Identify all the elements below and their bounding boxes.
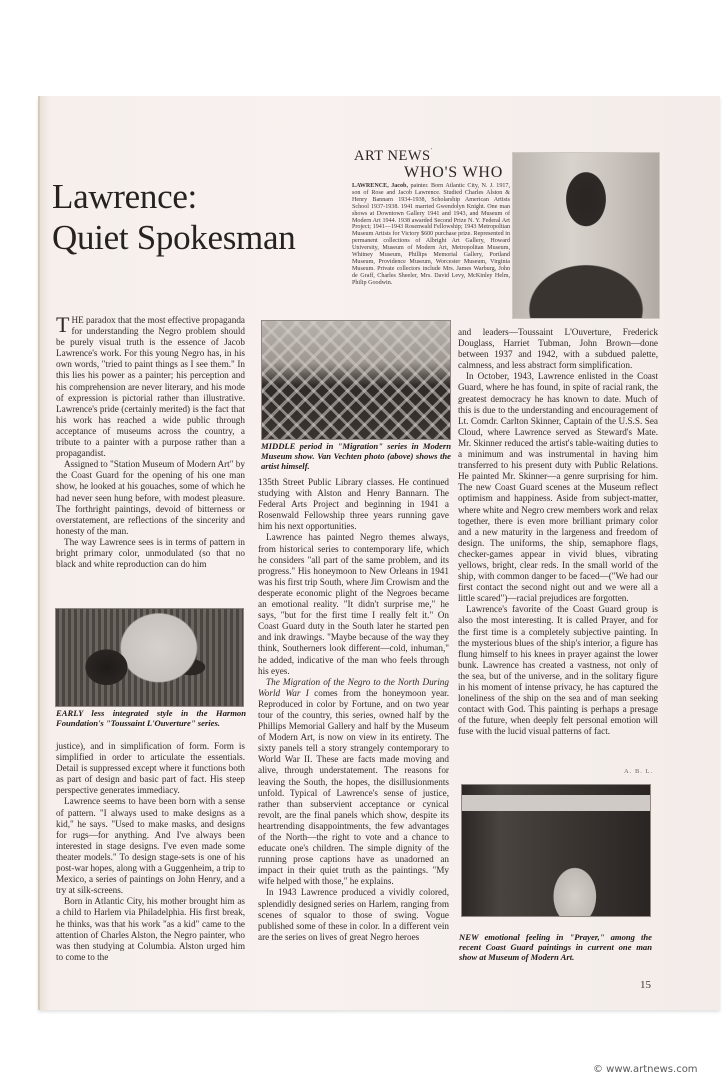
caption-prayer: NEW emotional feeling in "Prayer," among the recent Coast Guard paintings in current one man show at Museum of Modern Art. bbox=[459, 932, 652, 962]
caption-early: EARLY less integrated style in the Harmon Foundation's "Toussaint L'Ouverture" series. bbox=[56, 708, 246, 728]
toussaint-louverture-painting bbox=[55, 608, 244, 707]
paragraph: The way Lawrence sees is in terms of pattern in bright primary color, unmodulated (so that no black and white reproduction can do him bbox=[56, 536, 245, 570]
article-column-2 bbox=[258, 477, 449, 943]
paragraph: THE paradox that the most effective propaganda for understanding the Negro problem should be purely visual truth is the essence of Jacob Lawrence's work. For this young Negro has, in his own words, "tried to paint things as I see them." In this lies his power as a painter; his perception and his comprehension are never literary, and his mode of expression is pictorial rather than illustrative. Lawrence's pride (certainly merited) is the fact that his work has reached a wide public through acceptance of museums across the country, a tribute to a painter with a purpose rather than a propagandist. bbox=[56, 312, 245, 459]
prayer-painting bbox=[461, 784, 651, 917]
bio-name: LAWRENCE, Jacob, bbox=[352, 183, 408, 189]
author-initials: A. B. L. bbox=[624, 768, 654, 775]
paragraph: In October, 1943, Lawrence enlisted in the Coast Guard, where he has found, in spite of racial rank, the greatest democracy he has known to date. Much of this is due to the understanding and encouragement of Lt. Comdr. Carlton Skinner, Captain of the U.S.S. Sea Cloud, where Lawrence served as Steward's Mate. Mr. Skinner reduced the artist's table-waiting duties to a minimum and was instrumental in having him transferred to his present duty with Public Relations. He painted Mr. Skinner—a genre surprising for him. The new Coast Guard scenes at the Museum reflect optimism and happiness. Aside from subject-matter, where white and Negro crew members work and relax together, there is even more brilliant primary color and a new maturity in the largeness and freedom of design. The uniforms, the ship, semaphore flags, checker-games appear in vivid blues, vibrating yellows, bright, clear reds. In the small world of the ship, with common danger to be faced—("We had our first contact the second night out and we were all a little scared")—racial prejudices are forgotten. bbox=[458, 371, 658, 604]
article-column-3 bbox=[458, 327, 658, 737]
paragraph: Lawrence has painted Negro themes always, from historical series to contemporary life, which he considers "all part of the same problem, and its progress." His honeymoon to New Orleans in 1941 was his first trip South, where Jim Crowism and the desperate economic plight of the Negroes became an emotional reality. "It didn't surprise me," he says, "but for the first time I really felt it." On Coast Guard duty in the South later he started pen and ink drawings. "Maybe because of the way they think, Southerners look different—cold, inhuman," he added, indicative of the man who feels through his eyes. bbox=[258, 532, 449, 676]
bio-text: painter. Born Atlantic City, N. J. 1917, son of Rose and Jacob Lawrence. Studied Charles Alston & Henry Bannarn 1934-1938, Scholarship American Artists School 1937-1938. 1941 married Gwendolyn Knight. One man shows at Downtown Gallery 1941 and 1943, and Museum of Modern Art 1944. 1938 awarded Second Prize N. Y. Federal Art Project; 1941—1943 Rosenwald Fellowship; 1943 Metropolitan Museum Artists for Victory $600 purchase prize. Represented in permanent collections of Albright Art Gallery, Howard University, Museum of Modern Art, Metropolitan Museum, Whitney Museum, Phillips Memorial Gallery, Portland Museum, Providence Museum, Worcester Museum, Virginia Museum. Private collectors include Mrs. James Warburg, John de Graff, Charles Sheeler, Mrs. David Levy, McKinley Helm, Philip Goodwin. bbox=[352, 183, 510, 286]
title-line-1: Lawrence: bbox=[52, 177, 197, 216]
magazine-masthead: ART NEWS' bbox=[354, 148, 433, 164]
biography-entry bbox=[352, 183, 510, 287]
article-column-1-continued bbox=[56, 741, 245, 963]
paragraph: and leaders—Toussaint L'Ouverture, Frederick Douglass, Harriet Tubman, John Brown—done between 1937 and 1942, with a subdued palette, calmness, and less abstract form simplification. bbox=[458, 327, 658, 371]
paragraph: Lawrence seems to have been born with a sense of pattern. "I always used to make designs as a kid," he says. "Used to make masks, and designs for rugs—for anything. And I've always been interested in stage designs. I've even made some theater models." To design stage-sets is one of his post-war hopes, along with a Guggenheim, a trip to Mexico, a series of paintings on John Henry, and a try at silk-screens. bbox=[56, 796, 245, 896]
article-column-1 bbox=[56, 312, 245, 570]
drop-cap: T bbox=[56, 312, 70, 337]
paragraph: Born in Atlantic City, his mother brought him as a child to Harlem via Philadelphia. His first break, he thinks, was that his work "as a kid" came to the attention of Charles Alston, the Negro painter, who was then studying at Columbia. Alston urged him to come to the bbox=[56, 896, 245, 962]
paragraph: justice), and in simplification of form. Form is simplified in order to articulate the essentials. Detail is suppressed except where it functions both as part of design and basic part of fact. His steep perspective generates immediacy. bbox=[56, 741, 245, 796]
section-heading: WHO'S WHO bbox=[404, 164, 504, 181]
paragraph: Lawrence's favorite of the Coast Guard group is also the most interesting. It is called Prayer, and for the first time is a completely subjective painting. In the mysterious blues of the ship's interior, a figure has flung himself to his knees in prayer against the lower bunk. Lawrence has created a vastness, not only of the sea, but of the universe, and in the solitary figure in his moment of intense privacy, he has captured the loneliness of the ship on the sea and of man seeking contact with God. This painting is perhaps a presage of the future, when deeply felt personal emotion will fuse with the lucid visual patterns of fact. bbox=[458, 604, 658, 737]
paragraph: In 1943 Lawrence produced a vividly colored, splendidly designed series on Harlem, ranging from scenes of squalor to those of swing. Vogue published some of these in color. In a different vein are the series on lives of great Negro heroes bbox=[258, 887, 449, 942]
page-number: 15 bbox=[640, 979, 651, 991]
paragraph: 135th Street Public Library classes. He continued studying with Alston and Henry Bannarn. The Federal Arts Project and beginning in 1941 a Rosenwald Fellowship three years running gave him his next opportunities. bbox=[258, 477, 449, 532]
article-title bbox=[52, 176, 295, 258]
copyright-watermark: © www.artnews.com bbox=[593, 1064, 698, 1075]
migration-series-painting bbox=[261, 320, 451, 440]
paragraph: Assigned to "Station Museum of Modern Art" by the Coast Guard for the opening of his one man show, he looked at his gouaches, some of which he had never seen hung before, with modest pleasure. The forthright paintings, devoid of bitterness or overstatement, are reflections of the sincerity and honesty of the man. bbox=[56, 459, 245, 536]
artist-portrait-photo bbox=[512, 152, 660, 319]
paragraph: The Migration of the Negro to the North During World War I comes from the honeymoon year. Reproduced in color by Fortune, and on two year tour of the country, this series, owned half by the Phillips Memorial Gallery and half by the Museum of Modern Art, is now on view in its entirety. The sixty panels tell a story strangely contemporary to World War II. These are facts made moving and alive, through understatement. The reasons for leaving the South, the hopes, the disillusionments unfold. Typical of Lawrence's sense of justice, rather than subservient acceptance or cynical revolt, are the final panels which show, despite its heartrending disappointments, the few advantages of the North—the right to vote and a chance to educate one's children. The simple dignity of the running prose captions have as unadorned an impact in their quiet truth as the paintings. "My wife helped with those," he explains. bbox=[258, 676, 449, 887]
title-line-2: Quiet Spokesman bbox=[52, 218, 296, 257]
caption-migration: MIDDLE period in "Migration" series in Modern Museum show. Van Vechten photo (above) shows the artist himself. bbox=[261, 441, 451, 471]
